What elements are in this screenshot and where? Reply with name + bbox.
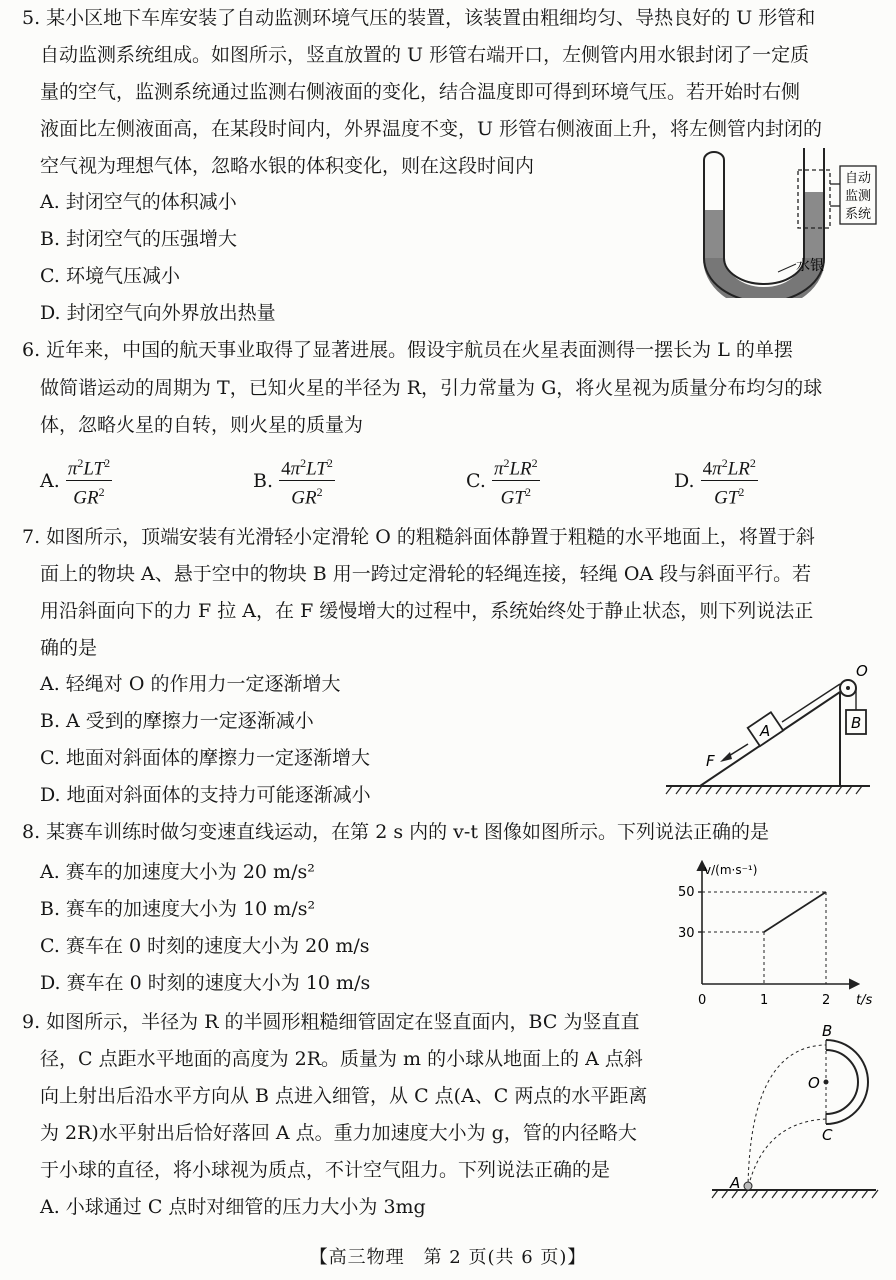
label-a: A <box>760 722 771 740</box>
label-o: O <box>856 662 868 680</box>
y-tick-30: 30 <box>678 926 695 941</box>
q5-line-3: 量的空气，监测系统通过监测右侧液面的变化，结合温度即可得到环境气压。若开始时右侧 <box>40 81 801 103</box>
launch-trajectory <box>748 1045 826 1188</box>
label-b-q9: B <box>822 1022 833 1040</box>
q7-line-1: 7. 如图所示，顶端安装有光滑轻小定滑轮 O 的粗糙斜面体静置于粗糙的水平地面上，将置于斜 <box>22 526 815 548</box>
q7-incline-figure <box>660 662 880 797</box>
q7-line-2: 面上的物块 A、悬于空中的物块 B 用一跨过定滑轮的轻绳连接，轻绳 OA 段与斜面平行。若 <box>40 563 812 585</box>
q6-line-2: 做简谐运动的周期为 T，已知火星的半径为 R，引力常量为 G，将火星视为质量分布均匀的球 <box>40 377 823 399</box>
q7-line-4: 确的是 <box>40 637 98 659</box>
q9-line-1: 9. 如图所示，半径为 R 的半圆形粗糙细管固定在竖直面内，BC 为竖直直 <box>22 1011 640 1033</box>
tube-outer <box>826 1040 868 1124</box>
label-c-q9: C <box>822 1126 833 1144</box>
q5-option-d: D. 封闭空气向外界放出热量 <box>40 302 276 324</box>
x-tick-2: 2 <box>822 993 831 1008</box>
box-text-3: 系统 <box>844 207 872 222</box>
y-axis-label: v/(m·s⁻¹) <box>704 863 758 877</box>
q8-option-d: D. 赛车在 0 时刻的速度大小为 10 m/s <box>40 972 371 994</box>
q6-option-c: C. $\frac{\pi^2LR^2}{GT^2}$ <box>466 452 540 510</box>
q9-semicircle-figure <box>704 1012 884 1212</box>
left-mercury-column <box>704 210 724 258</box>
q8-line-1: 8. 某赛车训练时做匀变速直线运动，在第 2 s 内的 v-t 图像如图所示。下列说法正确的是 <box>22 821 769 843</box>
label-o-q9: O <box>808 1074 820 1092</box>
right-mercury-column <box>804 192 824 258</box>
q5-line-2: 自动监测系统组成。如图所示，竖直放置的 U 形管右端开口，左侧管内用水银封闭了一定质 <box>40 44 810 66</box>
q5-line-4: 液面比左侧液面高，在某段时间内，外界温度不变，U 形管右侧液面上升，将左侧管内封闭的 <box>40 118 823 140</box>
q5-option-c: C. 环境气压减小 <box>40 265 180 287</box>
q8-option-a: A. 赛车的加速度大小为 20 m/s² <box>40 861 315 883</box>
q6-line-1: 6. 近年来，中国的航天事业取得了显著进展。假设宇航员在火星表面测得一摆长为 L 的单摆 <box>22 339 793 361</box>
series-line-segment <box>764 892 826 932</box>
q8-vt-chart <box>662 852 886 1012</box>
q7-option-d: D. 地面对斜面体的支持力可能逐渐减小 <box>40 784 371 806</box>
x-axis-label: t/s <box>856 993 873 1008</box>
q9-line-4: 为 2R)水平射出后恰好落回 A 点。重力加速度大小为 g，管的内径略大 <box>40 1122 637 1144</box>
q7-option-b: B. A 受到的摩擦力一定逐渐减小 <box>40 710 314 732</box>
q8-option-c: C. 赛车在 0 时刻的速度大小为 20 m/s <box>40 935 370 957</box>
tube-inner <box>826 1050 858 1114</box>
q9-option-a: A. 小球通过 C 点时对细管的压力大小为 3mg <box>40 1196 426 1218</box>
ball-at-a <box>744 1182 752 1190</box>
x-tick-1: 1 <box>760 993 769 1008</box>
label-b: B <box>851 714 862 732</box>
label-a-q9: A <box>730 1174 741 1192</box>
box-text-2: 监测 <box>844 189 872 204</box>
q7-line-3: 用沿斜面向下的力 F 拉 A，在 F 缓慢增大的过程中，系统始终处于静止状态，则下列说法正 <box>40 600 814 622</box>
q7-option-a: A. 轻绳对 O 的作用力一定逐渐增大 <box>40 673 341 695</box>
y-tick-50: 50 <box>678 885 695 900</box>
q6-option-b: B. $\frac{4\pi^2LT^2}{GR^2}$ <box>253 452 335 510</box>
center-o <box>824 1080 829 1085</box>
q8-option-b: B. 赛车的加速度大小为 10 m/s² <box>40 898 316 920</box>
return-trajectory <box>748 1119 826 1188</box>
q9-line-2: 径，C 点距水平地面的高度为 2R。质量为 m 的小球从地面上的 A 点斜 <box>40 1048 643 1070</box>
q6-line-3: 体，忽略火星的自转，则火星的质量为 <box>40 414 364 436</box>
q5-option-b: B. 封闭空气的压强增大 <box>40 228 238 250</box>
q5-line-1: 5. 某小区地下车库安装了自动监测环境气压的装置，该装置由粗细均匀、导热良好的 U 形管和 <box>22 7 816 29</box>
q5-option-a: A. 封闭空气的体积减小 <box>40 191 237 213</box>
label-f: F <box>706 752 715 770</box>
box-text-1: 自动 <box>844 171 872 186</box>
q9-line-5: 于小球的直径，将小球视为质点，不计空气阻力。下列说法正确的是 <box>40 1159 611 1181</box>
q7-option-c: C. 地面对斜面体的摩擦力一定逐渐增大 <box>40 747 370 769</box>
q6-option-a: A. $\frac{\pi^2LT^2}{GR^2}$ <box>40 452 112 510</box>
x-tick-0: 0 <box>698 993 707 1008</box>
mercury-label: 水银 <box>796 258 824 274</box>
q6-option-d: D. $\frac{4\pi^2LR^2}{GT^2}$ <box>674 452 758 510</box>
q5-line-5: 空气视为理想气体，忽略水银的体积变化，则在这段时间内 <box>40 155 535 177</box>
q5-u-tube-figure <box>700 148 880 298</box>
q9-line-3: 向上射出后沿水平方向从 B 点进入细管，从 C 点(A、C 两点的水平距离 <box>40 1085 648 1107</box>
page-footer: 【高三物理 第 2 页(共 6 页)】 <box>309 1247 587 1268</box>
